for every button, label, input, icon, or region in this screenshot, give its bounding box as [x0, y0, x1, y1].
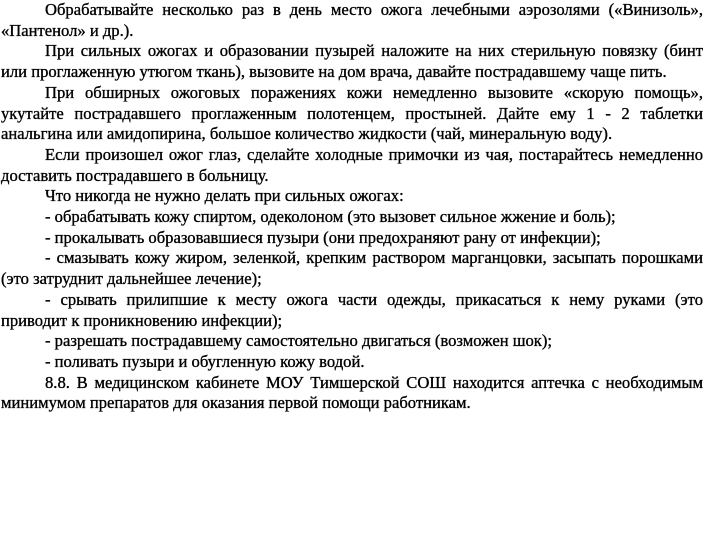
paragraph-blisters: При сильных ожогах и образовании пузырей наложите на них стерильную повязку (бинт или проглаженную утюгом ткань), вызовите на дом врача, давайте пострадавшему чаще пить.	[1, 41, 703, 82]
paragraph-first-aid-kit: 8.8. В медицинском кабинете МОУ Тимшерской СОШ находится аптечка с необходимым минимумом препаратов для оказания первой помощи работникам.	[1, 372, 703, 413]
list-item-movement: - разрешать пострадавшему самостоятельно двигаться (возможен шок);	[45, 331, 553, 351]
list-item-water: - поливать пузыри и обугленную кожу водой.	[45, 351, 365, 371]
list-item-alcohol: - обрабатывать кожу спиртом, одеколоном (это вызовет сильное жжение и боль);	[45, 207, 616, 227]
paragraph-aerosols: Обрабатывайте несколько раз в день место ожога лечебными аэрозолями («Винизоль», «Пантенол» и др.).	[1, 0, 703, 40]
list-item-pierce-blisters: - прокалывать образовавшиеся пузыри (они предохраняют рану от инфекции);	[45, 227, 601, 247]
list-item-grease: - смазывать кожу жиром, зеленкой, крепким раствором марганцовки, засыпать порошками (это затруднит дальнейшее лечение);	[1, 248, 703, 289]
paragraph-eye-burns: Если произошел ожог глаз, сделайте холодные примочки из чая, постарайтесь немедленно доставить пострадавшего в больницу.	[1, 144, 703, 185]
paragraph-extensive-burns: При обширных ожоговых поражениях кожи немедленно вызовите «скорую помощь», укутайте пострадавшего проглаженным полотенцем, простыней. Дайте ему 1 - 2 таблетки анальгина или амидопирина, большое количество жидкости (чай, минеральную воду).	[1, 82, 703, 144]
paragraph-never-do-heading: Что никогда не нужно делать при сильных ожогах:	[45, 186, 404, 206]
list-item-clothing: - срывать прилипшие к месту ожога части одежды, прикасаться к нему руками (это приводит к проникновению инфекции);	[1, 289, 703, 330]
